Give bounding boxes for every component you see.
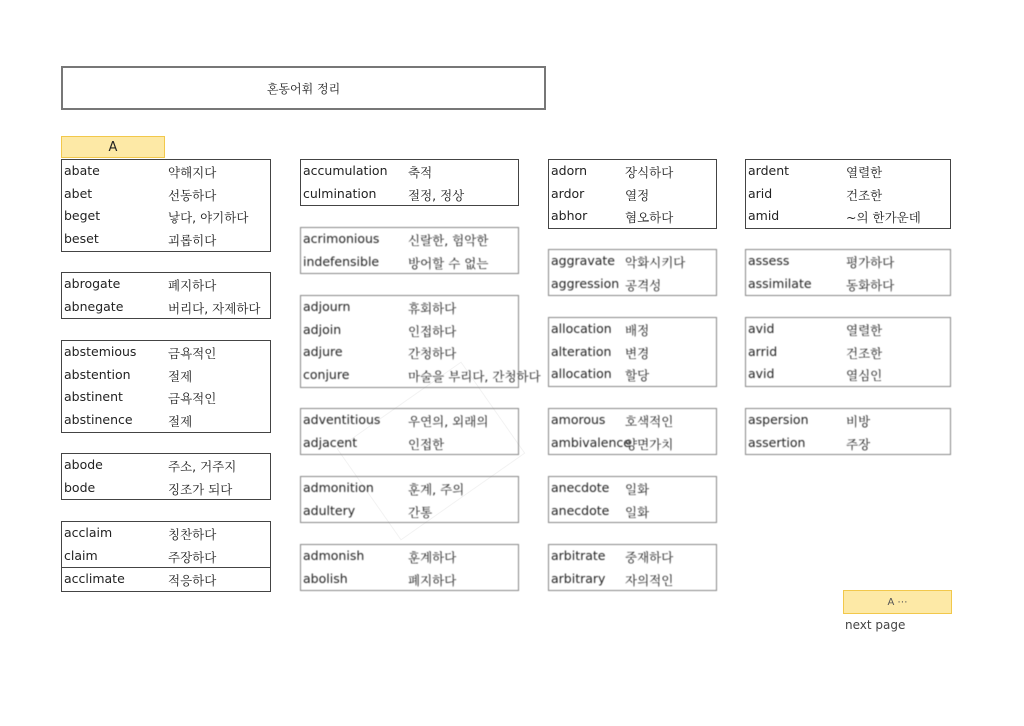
english-word: ambivalence [551, 434, 631, 450]
word-row [549, 205, 716, 228]
word-row [62, 341, 270, 364]
word-group [61, 453, 271, 500]
word-group [548, 544, 717, 591]
word-group [300, 295, 541, 388]
korean-meaning: 낳다, 야기하다 [168, 210, 249, 226]
korean-meaning: ~의 한가운데 [846, 210, 921, 226]
word-row [746, 363, 950, 386]
word-group [548, 249, 717, 296]
word-row [62, 364, 270, 387]
word-group [745, 159, 951, 229]
korean-meaning: 열심인 [846, 368, 883, 384]
word-row [549, 409, 716, 432]
korean-meaning: 자의적인 [625, 572, 674, 588]
english-word: anecdote [551, 480, 610, 495]
english-word: alteration [551, 343, 612, 359]
korean-meaning: 열렬한 [846, 165, 883, 180]
english-word: adjacent [303, 434, 358, 450]
korean-meaning: 할당 [625, 368, 650, 384]
english-word: assess [748, 253, 790, 268]
word-group [745, 408, 951, 455]
korean-meaning: 건조한 [846, 345, 883, 361]
korean-meaning: 절정, 정상 [408, 187, 465, 203]
word-row [549, 250, 716, 273]
word-group [300, 159, 519, 206]
english-word: accumulation [303, 163, 388, 178]
korean-meaning: 인접한 [408, 436, 445, 452]
word-row [301, 160, 518, 183]
korean-meaning: 동화하다 [846, 277, 895, 293]
korean-meaning: 훈계하다 [408, 550, 457, 565]
korean-meaning: 적응하다 [168, 573, 217, 589]
word-row [62, 522, 270, 545]
word-row [301, 251, 518, 274]
english-word: admonish [303, 548, 365, 563]
word-row [549, 160, 716, 183]
english-word: admonition [303, 480, 374, 495]
word-row [301, 432, 518, 455]
english-word: avid [748, 321, 775, 336]
korean-meaning: 중재하다 [625, 550, 674, 565]
english-word: adultery [303, 502, 356, 518]
english-word: amid [748, 208, 780, 224]
word-row [549, 363, 716, 386]
korean-meaning: 칭찬하다 [168, 527, 217, 542]
korean-meaning: 휴회하다 [408, 301, 457, 316]
korean-meaning: 절제 [168, 414, 193, 430]
korean-meaning: 금욕적인 [168, 391, 217, 407]
word-row [301, 500, 518, 523]
english-word: abstention [64, 366, 131, 382]
word-row [301, 364, 541, 387]
word-row [301, 228, 518, 251]
word-row [746, 160, 950, 183]
english-word: aggression [551, 275, 620, 291]
korean-meaning: 버리다, 자제하다 [168, 300, 261, 316]
word-row [746, 250, 950, 273]
korean-meaning: 금욕적인 [168, 346, 217, 361]
english-word: adjoin [303, 321, 342, 337]
word-row [62, 567, 270, 591]
word-group [548, 408, 717, 455]
english-word: avid [748, 366, 775, 382]
korean-meaning: 축적 [408, 165, 433, 180]
korean-meaning: 혐오하다 [625, 210, 674, 226]
word-row [301, 545, 518, 568]
word-row [62, 409, 270, 432]
english-word: beget [64, 208, 101, 224]
english-word: abrogate [64, 276, 121, 291]
korean-meaning: 간통 [408, 504, 433, 520]
word-group [300, 227, 519, 274]
english-word: aggravate [551, 253, 615, 268]
word-group [61, 340, 271, 433]
word-row [62, 477, 270, 500]
word-group [300, 544, 519, 591]
korean-meaning: 양면가치 [625, 436, 674, 452]
korean-meaning: 선동하다 [168, 187, 217, 203]
english-word: arbitrate [551, 548, 606, 563]
korean-meaning: 신랄한, 험악한 [408, 233, 489, 248]
english-word: acclaim [64, 525, 113, 540]
korean-meaning: 주소, 거주지 [168, 459, 237, 474]
korean-meaning: 마술을 부리다, 간청하다 [408, 369, 541, 385]
english-word: adjure [303, 344, 343, 360]
korean-meaning: 괴롭히다 [168, 233, 217, 249]
english-word: arbitrary [551, 570, 606, 586]
word-group [61, 272, 271, 319]
word-row [549, 477, 716, 500]
korean-meaning: 폐지하다 [168, 278, 217, 293]
english-word: arid [748, 185, 773, 201]
word-row [746, 318, 950, 341]
word-row [301, 183, 518, 206]
english-word: abstinent [64, 389, 123, 405]
korean-meaning: 열정 [625, 187, 650, 203]
word-row [301, 568, 518, 591]
korean-meaning: 변경 [625, 345, 650, 361]
word-group [548, 476, 717, 523]
word-row [62, 296, 270, 319]
word-row [746, 432, 950, 455]
english-word: acrimonious [303, 231, 380, 246]
word-group [548, 159, 717, 229]
korean-meaning: 절제 [168, 368, 193, 384]
letter-section-tab: A [61, 136, 165, 158]
word-group [61, 159, 271, 252]
word-row [301, 319, 518, 342]
korean-meaning: 건조한 [846, 187, 883, 203]
english-word: beset [64, 231, 99, 247]
word-row [62, 273, 270, 296]
english-word: amorous [551, 412, 606, 427]
word-group [300, 476, 519, 523]
word-row [549, 341, 716, 364]
korean-meaning: 장식하다 [625, 165, 674, 180]
english-word: assertion [748, 434, 806, 450]
word-group [548, 317, 717, 387]
english-word: arrid [748, 343, 778, 359]
english-word: conjure [303, 367, 350, 383]
english-word: adjourn [303, 299, 351, 314]
page-title: 혼동어휘 정리 [61, 66, 546, 110]
word-row [301, 477, 518, 500]
english-word: aspersion [748, 412, 809, 427]
word-row [549, 545, 716, 568]
word-row [62, 160, 270, 183]
word-row [746, 205, 950, 228]
korean-meaning: 훈계, 주의 [408, 482, 465, 497]
word-row [746, 273, 950, 296]
english-word: culmination [303, 185, 377, 201]
word-row [746, 341, 950, 364]
english-word: assimilate [748, 275, 812, 291]
word-row [62, 228, 270, 251]
english-word: acclimate [64, 571, 125, 587]
korean-meaning: 약해지다 [168, 165, 217, 180]
english-word: abstinence [64, 412, 133, 428]
word-row [549, 273, 716, 296]
word-row [62, 205, 270, 228]
english-word: abolish [303, 570, 348, 586]
korean-meaning: 평가하다 [846, 255, 895, 270]
korean-meaning: 열렬한 [846, 323, 883, 338]
korean-meaning: 폐지하다 [408, 572, 457, 588]
korean-meaning: 악화시키다 [625, 255, 686, 270]
english-word: abhor [551, 208, 588, 224]
korean-meaning: 징조가 되다 [168, 481, 233, 497]
english-word: ardor [551, 185, 585, 201]
word-group [745, 317, 951, 387]
word-row [301, 341, 518, 364]
korean-meaning: 간청하다 [408, 346, 457, 362]
english-word: ardent [748, 163, 790, 178]
word-row [62, 545, 270, 568]
english-word: anecdote [551, 502, 610, 518]
word-row [549, 500, 716, 523]
english-word: adventitious [303, 412, 381, 427]
korean-meaning: 일화 [625, 504, 650, 520]
korean-meaning: 인접하다 [408, 323, 457, 339]
korean-meaning: 호색적인 [625, 414, 674, 429]
word-row [301, 409, 518, 432]
english-word: indefensible [303, 253, 380, 269]
english-word: abstemious [64, 344, 137, 359]
word-row [301, 296, 518, 319]
korean-meaning: 주장하다 [168, 549, 217, 565]
korean-meaning: 일화 [625, 482, 650, 497]
word-row [549, 183, 716, 206]
word-row [746, 183, 950, 206]
english-word: bode [64, 479, 96, 495]
english-word: abode [64, 457, 103, 472]
word-row [62, 183, 270, 206]
korean-meaning: 방어할 수 없는 [408, 255, 489, 271]
word-row [62, 454, 270, 477]
korean-meaning: 주장 [846, 436, 871, 452]
english-word: adorn [551, 163, 588, 178]
english-word: allocation [551, 366, 612, 382]
word-row [549, 318, 716, 341]
word-group [300, 408, 519, 455]
english-word: allocation [551, 321, 612, 336]
word-group [745, 249, 951, 296]
english-word: abnegate [64, 298, 124, 314]
korean-meaning: 우연의, 외래의 [408, 414, 489, 429]
word-row [62, 386, 270, 409]
next-page-link[interactable]: next page [845, 618, 906, 632]
next-page-button[interactable]: A ⋯ [843, 590, 952, 614]
english-word: abet [64, 185, 93, 201]
word-group [61, 521, 271, 592]
korean-meaning: 공격성 [625, 277, 662, 293]
english-word: claim [64, 547, 98, 563]
word-row [746, 409, 950, 432]
english-word: abate [64, 163, 100, 178]
word-row [549, 568, 716, 591]
korean-meaning: 배정 [625, 323, 650, 338]
word-row [549, 432, 716, 455]
korean-meaning: 비방 [846, 414, 871, 429]
